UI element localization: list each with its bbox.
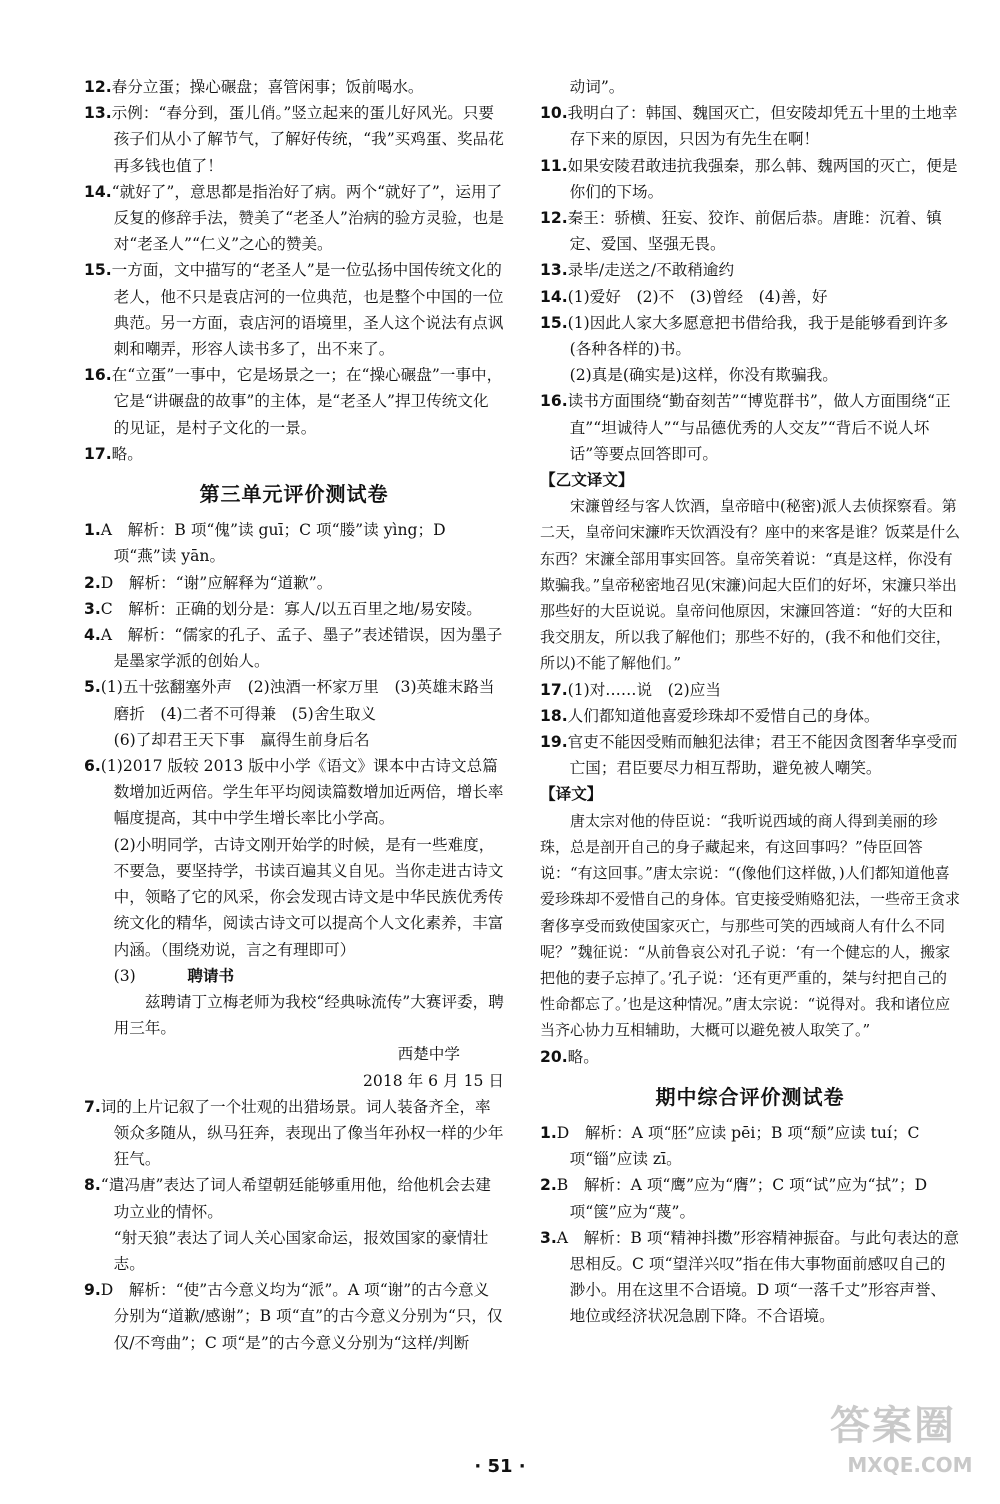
item-text: 词的上片记叙了一个壮观的出猎场景。词人装备齐全，率领众多随从，纵马狂奔，表现出了像当年孙权一样的少年狂气。	[100, 1097, 504, 1169]
item-number: 17.	[84, 444, 112, 463]
answer-item	[540, 1172, 960, 1224]
answer-item	[84, 570, 504, 596]
item-number: 20.	[540, 1047, 568, 1066]
item-number: 16.	[540, 392, 568, 411]
answer-item	[84, 517, 504, 569]
item-number: 6.	[84, 757, 101, 776]
item-text: C 解析：正确的划分是：寡人/以五百里之地/易安陵。	[100, 599, 482, 618]
yiwen-title: 【乙文译文】	[540, 471, 634, 490]
watermark-text: 答案圈	[830, 1403, 956, 1449]
item-number: 13.	[84, 104, 112, 123]
item-text: D 解析：“使”古今意义均为“派”。A 项“谢”的古今意义分别为“道歉/感谢”；B 项“直”的古今意义分别为“只，仅仅/不弯曲”；C 项“是”的古今意义分别为“这样/判断	[100, 1281, 503, 1352]
item-text: 官吏不能因受贿而触犯法律；君王不能因贪图奢华享受而亡国；君臣要尽力相互帮助，避免被人嘲笑。	[567, 733, 958, 778]
item-number: 7.	[84, 1097, 101, 1116]
item-text: 在“立蛋”一事中，它是场景之一；在“操心碾盘”一事中，它是“讲碾盘的故事”的主体，是“老圣人”捍卫传统文化的见证，是村子文化的一景。	[111, 366, 503, 437]
answer-item	[540, 1120, 960, 1172]
item-text: 示例：“春分到，蛋儿俏。”竖立起来的蛋儿好风光。只要孩子们从小了解节气，了解好传统，“我”买鸡蛋、奖品花再多钱也值了！	[111, 104, 504, 175]
item-number: 2.	[84, 573, 101, 592]
answer-list-b	[540, 677, 960, 782]
item-text: 人们都知道他喜爱珍珠却不爱惜自己的身体。	[567, 706, 880, 725]
letter-body: 兹聘请丁立梅老师为我校“经典咏流传”大赛评委，聘用三年。	[113, 992, 504, 1038]
item6-p1	[84, 753, 504, 832]
item-text: 录毕/走送之/不敢稍逾约	[567, 261, 735, 280]
answer-list-midterm	[540, 1120, 960, 1330]
yiwen2-text: 唐太宗对他的侍臣说：“我听说西域的商人得到美丽的珍珠，总是剖开自己的身子藏起来，有这回事吗？”侍臣回答说：“有这回事。”唐太宗说：“(像他们这样做，)人们都知道他喜爱珍珠却不爱惜自己的身体。官吏接受贿赂犯法，一些帝王贪求奢侈享受而致使国家灭亡，与那些可笑的西域商人有什么不同呢？”魏征说：“从前鲁哀公对孔子说：‘有一个健忘的人，搬家把他的妻子忘掉了。’孔子说：‘还有更严重的，桀与纣把自己的性命都忘了。’也是这种情况。”唐太宗说：“说得对。我和诸位应当齐心协力互相辅助，大概可以避免被人取笑了。”	[540, 811, 961, 1040]
letter-title: 聘请书	[187, 966, 235, 985]
item-text: A 解析：B 项“傀”读 guī；C 项“媵”读 yìng；D 项“燕”读 yān。	[100, 521, 446, 566]
answer-list-unit3	[84, 517, 504, 727]
item-text: (1)因此人家大多愿意把书借给我，我于是能够看到许多(各种各样的)书。	[567, 313, 949, 359]
item-text: 略。	[567, 1047, 599, 1066]
item-number: 16.	[84, 366, 112, 385]
item8-p2: “射天狼”表达了词人关心国家命运，报效国家的豪情壮志。	[113, 1228, 489, 1273]
item-number: 17.	[540, 680, 568, 699]
item-number: 4.	[84, 626, 101, 645]
item-text: 我明白了：韩国、魏国灭亡，但安陵却凭五十里的土地幸存下来的原因，只因为有先生在啊！	[567, 104, 958, 149]
item-number: 11.	[540, 156, 568, 175]
yiwen2-title: 【译文】	[540, 785, 603, 804]
item-text: (1)爱好 (2)不 (3)曾经 (4)善，好	[567, 287, 828, 306]
item-number: 1.	[540, 1123, 557, 1142]
item-text: “就好了”，意思都是指治好了病。两个“就好了”，运用了反复的修辞手法，赞美了“老圣人”治病的验方灵验，也是对“老圣人”“仁义”之心的赞美。	[111, 182, 504, 254]
item-number: 15.	[540, 313, 568, 332]
answer-list-a	[540, 100, 960, 362]
item-number: 14.	[84, 182, 112, 201]
section-title-unit3: 第三单元评价测试卷	[199, 482, 389, 507]
item-number: 12.	[84, 78, 112, 96]
item-text: A 解析：B 项“精神抖擞”形容精神振奋。与此句表达的意思相反。C 项“望洋兴叹”指在伟大事物面前感叹自己的渺小。用在这里不合语境。D 项“一落千丈”形容声誉、地位或经济状况急剧下降。不合语境。	[556, 1228, 960, 1326]
answer-item	[540, 703, 960, 729]
answer-item	[84, 74, 504, 100]
item15-sub: (2)真是(确实是)这样，你没有欺骗我。	[569, 366, 838, 385]
answer-item	[84, 674, 504, 726]
item-text: (1)2017 版较 2013 版中小学《语文》课本中古诗文总篇数增加近两倍。学生年平均阅读篇数增加近两倍，增长率幅度提高，其中中学生增长率比小学高。	[100, 757, 504, 828]
answer-list-after	[84, 1094, 504, 1225]
answer-item	[540, 205, 960, 257]
answer-item	[540, 677, 960, 703]
item-number: 8.	[84, 1176, 101, 1195]
item-number: 13.	[540, 261, 568, 280]
watermark-url: MXQE.COM	[847, 1453, 973, 1477]
item-text: (1)五十弦翻塞外声 (2)浊酒一杯家万里 (3)英雄末路当磨折 (4)二者不可得兼 (5)舍生取义	[100, 678, 495, 723]
item-text: (1)对……说 (2)应当	[567, 680, 721, 699]
item-text: D 解析：“谢”应解释为“道歉”。	[100, 573, 333, 592]
answer-item	[84, 179, 504, 258]
item-number: 14.	[540, 287, 568, 306]
item-text: D 解析：A 项“胚”应读 pēi；B 项“颓”应读 tuí；C 项“锱”应读 zī。	[556, 1123, 920, 1169]
answer-item	[84, 100, 504, 179]
item5-sub: (6)了却君王天下事 赢得生前身后名	[113, 730, 370, 749]
item-number: 2.	[540, 1176, 557, 1195]
answer-list-top	[84, 74, 504, 467]
left-column	[84, 74, 504, 1356]
letter-org: 西楚中学	[397, 1045, 460, 1064]
item9-continuation: 动词”。	[569, 78, 625, 96]
answer-item-16	[540, 388, 960, 467]
item-number: 5.	[84, 678, 101, 697]
section-title-midterm: 期中综合评价测试卷	[655, 1084, 845, 1109]
item-number: 19.	[540, 733, 568, 752]
item-text: B 解析：A 项“鹰”应为“膺”；C 项“试”应为“拭”；D 项“箧”应为“蔑”。	[556, 1176, 928, 1221]
item-number: 3.	[84, 599, 101, 618]
answer-item-6	[84, 753, 504, 1094]
watermark-logo	[830, 1400, 990, 1496]
answer-item	[540, 1225, 960, 1330]
item6-p3	[84, 963, 504, 989]
item-text: 略。	[111, 444, 143, 463]
answer-item	[540, 310, 960, 362]
item-text: 春分立蛋；操心碾盘；喜管闲事；饭前喝水。	[111, 78, 424, 96]
item-number: 18.	[540, 706, 568, 725]
item-text: 读书方面围绕“勤奋刻苦”“博览群书”，做人方面围绕“正直”“坦诚待人”“与品德优秀的人交友”“背后不说人坏话”等要点回答即可。	[567, 392, 951, 463]
item6-p2: (2)小明同学，古诗文刚开始学的时候，是有一些难度，不要急，要坚持学，书读百遍其义自见。当你走进古诗文中，领略了它的风采，你会发现古诗文是中华民族优秀传统文化的精华，阅读古诗文可以提高个人文化素养，丰富内涵。（围绕劝说，言之有理即可）	[113, 835, 504, 959]
item6-p3-label: (3)	[113, 966, 136, 985]
item-number: 15.	[84, 261, 112, 280]
letter-date: 2018 年 6 月 15 日	[362, 1071, 504, 1090]
item-text: 秦王：骄横、狂妄、狡诈、前倨后恭。唐雎：沉着、镇定、爱国、坚强无畏。	[567, 209, 942, 254]
item-number: 1.	[84, 521, 101, 540]
answer-item	[540, 153, 960, 205]
answer-item	[540, 729, 960, 781]
item-number: 3.	[540, 1228, 557, 1247]
item-text: “遣冯唐”表达了词人希望朝廷能够重用他，给他机会去建功立业的情怀。	[100, 1176, 491, 1221]
answer-item	[84, 257, 504, 362]
item-text: 一方面，文中描写的“老圣人”是一位弘扬中国传统文化的老人，他不只是袁店河的一位典范，也是整个中国的一位典范。另一方面，袁店河的语境里，圣人这个说法有点讽刺和嘲弄，形容人读书多了，出不来了。	[111, 261, 504, 359]
right-column	[540, 74, 960, 1330]
item-number: 12.	[540, 209, 568, 228]
item-number: 10.	[540, 104, 568, 123]
answer-item	[84, 1094, 504, 1173]
answer-item	[540, 257, 960, 283]
answer-item-9	[84, 1277, 504, 1356]
answer-item	[84, 622, 504, 674]
item-text: 如果安陵君敢违抗我强秦，那么韩、魏两国的灭亡，便是你们的下场。	[567, 156, 958, 201]
answer-item-20	[540, 1044, 960, 1070]
answer-item	[84, 596, 504, 622]
item-number: 9.	[84, 1281, 101, 1300]
answer-item	[84, 441, 504, 467]
page-number: · 51 ·	[474, 1456, 526, 1477]
answer-item	[84, 362, 504, 441]
answer-item	[540, 100, 960, 152]
yiwen-text: 宋濂曾经与客人饮酒，皇帝暗中(秘密)派人去侦探察看。第二天，皇帝问宋濂昨天饮酒没有？座中的来客是谁？饭菜是什么东西？宋濂全部用事实回答。皇帝笑着说：“真是这样，你没有欺骗我。”皇帝秘密地召见(宋濂)问起大臣们的好坏，宋濂只举出那些好的大臣说说。皇帝问他原因，宋濂回答道：“好的大臣和我交朋友，所以我了解他们；那些不好的，(我不和他们交往，所以)不能了解他们。”	[540, 497, 961, 673]
item-text: A 解析：“儒家的孔子、孟子、墨子”表述错误，因为墨子是墨家学派的创始人。	[100, 626, 503, 671]
answer-item	[84, 1172, 504, 1224]
answer-item	[540, 284, 960, 310]
